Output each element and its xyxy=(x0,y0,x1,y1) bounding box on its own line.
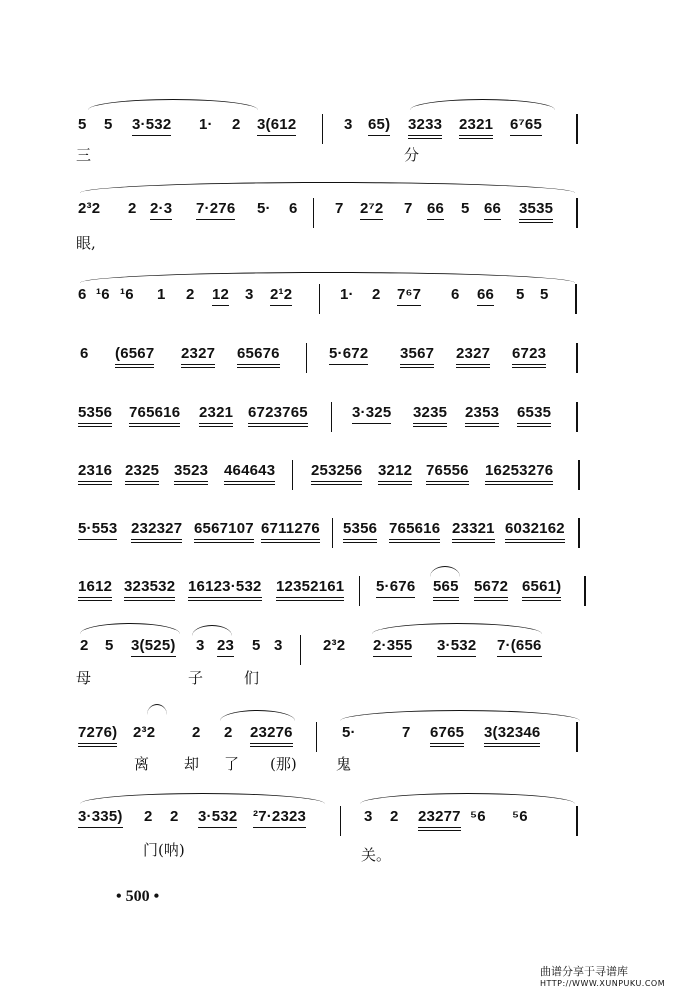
lyric: 母 xyxy=(76,669,92,687)
lyric: 分 xyxy=(404,146,420,164)
note: 7 xyxy=(404,200,413,217)
slur xyxy=(80,182,575,193)
note: 2325 xyxy=(125,462,159,485)
score-line-10 xyxy=(0,724,679,784)
note: 2³2 xyxy=(78,200,101,217)
slur xyxy=(147,704,167,715)
watermark-title: 曲谱分享于寻谱库 xyxy=(540,965,628,978)
watermark-url: HTTP://WWW.XUNPUKU.COM xyxy=(540,979,666,988)
note: 6 xyxy=(451,286,460,303)
note: 3·532 xyxy=(198,808,237,828)
note: 323532 xyxy=(124,578,175,601)
lyric: 离 xyxy=(134,755,150,773)
note: 5·672 xyxy=(329,345,368,365)
note: 6561) xyxy=(522,578,561,601)
note: 6567107 xyxy=(194,520,254,543)
note: 3·335) xyxy=(78,808,123,828)
bar-line xyxy=(292,460,293,490)
note: 5 xyxy=(516,286,525,303)
note: 6⁷65 xyxy=(510,116,542,136)
note: 3(612 xyxy=(257,116,296,136)
note: 2·355 xyxy=(373,637,412,657)
bar-line xyxy=(331,402,332,432)
lyric: 眼, xyxy=(76,234,96,252)
note: 5· xyxy=(342,724,356,741)
score-line-11 xyxy=(0,808,679,868)
note: 23276 xyxy=(250,724,293,747)
bar-line xyxy=(576,114,578,144)
note: 3·532 xyxy=(437,637,476,657)
note: 23321 xyxy=(452,520,495,543)
note: 7⁶7 xyxy=(397,286,421,306)
bar-line xyxy=(313,198,314,228)
slur xyxy=(340,710,580,721)
note: 2321 xyxy=(199,404,233,427)
note: 12352161 xyxy=(276,578,344,601)
note: 765616 xyxy=(129,404,180,427)
note: 6711276 xyxy=(261,520,320,543)
note: 3·532 xyxy=(132,116,171,136)
bar-line xyxy=(322,114,323,144)
note: 66 xyxy=(484,200,501,220)
lyric: 了 xyxy=(224,755,240,773)
lyric: 门(呐) xyxy=(143,841,185,859)
note: 5 xyxy=(104,116,113,133)
note: 2 xyxy=(232,116,241,133)
note: 3(525) xyxy=(131,637,176,657)
note: ¹6 xyxy=(96,286,110,303)
note: 2 xyxy=(144,808,153,825)
note: 3·325 xyxy=(352,404,391,424)
bar-line xyxy=(319,284,320,314)
score-line-3 xyxy=(0,286,679,346)
slur xyxy=(410,99,555,110)
note: 6723765 xyxy=(248,404,308,427)
slur xyxy=(360,793,575,804)
note: 464643 xyxy=(224,462,275,485)
bar-line xyxy=(576,806,578,836)
note: 5·553 xyxy=(78,520,117,540)
note: 2 xyxy=(170,808,179,825)
bar-line xyxy=(359,576,360,606)
note: 2321 xyxy=(459,116,493,139)
note: 5 xyxy=(105,637,114,654)
lyric: (那) xyxy=(270,755,297,773)
note: 76556 xyxy=(426,462,469,485)
bar-line xyxy=(576,722,578,752)
note: 3235 xyxy=(413,404,447,427)
note: 12 xyxy=(212,286,229,306)
note: 3233 xyxy=(408,116,442,139)
note: ¹6 xyxy=(120,286,134,303)
note: ²7·2323 xyxy=(253,808,306,828)
note: 3(32346 xyxy=(484,724,540,747)
bar-line xyxy=(306,343,307,373)
score-line-2 xyxy=(0,200,679,260)
note: 65) xyxy=(368,116,390,136)
note: 2 xyxy=(80,637,89,654)
note: 2 xyxy=(186,286,195,303)
slur xyxy=(80,793,325,804)
note: 2³2 xyxy=(133,724,156,741)
note: 1· xyxy=(199,116,213,133)
note: 3212 xyxy=(378,462,412,485)
bar-line xyxy=(576,343,578,373)
note: 6 xyxy=(80,345,89,362)
score-line-5 xyxy=(0,404,679,464)
note: 2 xyxy=(224,724,233,741)
note: 16123·532 xyxy=(188,578,262,601)
bar-line xyxy=(332,518,333,548)
slur xyxy=(220,710,295,721)
score-line-7 xyxy=(0,520,679,580)
note: 6 xyxy=(289,200,298,217)
note: 5 xyxy=(461,200,470,217)
note: 66 xyxy=(427,200,444,220)
note: 5356 xyxy=(343,520,377,543)
note: 6765 xyxy=(430,724,464,747)
note: 5·676 xyxy=(376,578,415,598)
note: 2327 xyxy=(456,345,490,368)
note: 1· xyxy=(340,286,354,303)
note: 2 xyxy=(372,286,381,303)
note: 2 xyxy=(390,808,399,825)
bar-line xyxy=(340,806,341,836)
note: 765616 xyxy=(389,520,440,543)
score-line-1 xyxy=(0,116,679,176)
note: 253256 xyxy=(311,462,362,485)
note: 23 xyxy=(217,637,234,657)
note: 1 xyxy=(157,286,166,303)
lyric: 子 xyxy=(188,669,204,687)
note: 5356 xyxy=(78,404,112,427)
note: 2³2 xyxy=(323,637,346,654)
note: 5· xyxy=(257,200,271,217)
slur xyxy=(88,99,258,110)
note: 3523 xyxy=(174,462,208,485)
note: 2316 xyxy=(78,462,112,485)
note: (6567 xyxy=(115,345,154,368)
note: 7 xyxy=(402,724,411,741)
page-number: • 500 • xyxy=(116,888,160,905)
bar-line xyxy=(576,198,578,228)
bar-line xyxy=(300,635,301,665)
note: 3 xyxy=(274,637,283,654)
note: 2⁷2 xyxy=(360,200,383,220)
note: 66 xyxy=(477,286,494,306)
note: 7 xyxy=(335,200,344,217)
note: 3 xyxy=(196,637,205,654)
note: 5 xyxy=(78,116,87,133)
note: 2 xyxy=(128,200,137,217)
note: 565 xyxy=(433,578,459,601)
note: 6535 xyxy=(517,404,551,427)
note: 3535 xyxy=(519,200,553,223)
note: 5672 xyxy=(474,578,508,601)
note: 5 xyxy=(252,637,261,654)
note: 2353 xyxy=(465,404,499,427)
lyric: 鬼 xyxy=(336,755,352,773)
note: 23277 xyxy=(418,808,461,831)
lyric: 关。 xyxy=(361,846,392,864)
note: 2¹2 xyxy=(270,286,292,306)
score-line-6 xyxy=(0,462,679,522)
note: 232327 xyxy=(131,520,182,543)
note: 3 xyxy=(344,116,353,133)
note: 2 xyxy=(192,724,201,741)
lyric: 却 xyxy=(184,755,200,773)
bar-line xyxy=(578,518,580,548)
note: ⁵6 xyxy=(512,808,528,825)
lyric: 三 xyxy=(76,146,92,164)
note: 65676 xyxy=(237,345,280,368)
bar-line xyxy=(575,284,577,314)
note: 6723 xyxy=(512,345,546,368)
note: 3 xyxy=(245,286,254,303)
note: 5 xyxy=(540,286,549,303)
note: 6 xyxy=(78,286,87,303)
note: 3567 xyxy=(400,345,434,368)
note: 16253276 xyxy=(485,462,553,485)
watermark xyxy=(540,966,670,990)
lyric: 们 xyxy=(244,669,260,687)
note: 2·3 xyxy=(150,200,172,220)
slur xyxy=(80,272,575,283)
note: 7·276 xyxy=(196,200,235,220)
note: 7276) xyxy=(78,724,117,747)
bar-line xyxy=(576,402,578,432)
score-line-4 xyxy=(0,345,679,405)
note: 1612 xyxy=(78,578,112,601)
bar-line xyxy=(316,722,317,752)
bar-line xyxy=(584,576,586,606)
note: 7·(656 xyxy=(497,637,542,657)
note: 2327 xyxy=(181,345,215,368)
note: 3 xyxy=(364,808,373,825)
bar-line xyxy=(578,460,580,490)
score-line-9 xyxy=(0,637,679,697)
note: 6032162 xyxy=(505,520,565,543)
note: ⁵6 xyxy=(470,808,486,825)
